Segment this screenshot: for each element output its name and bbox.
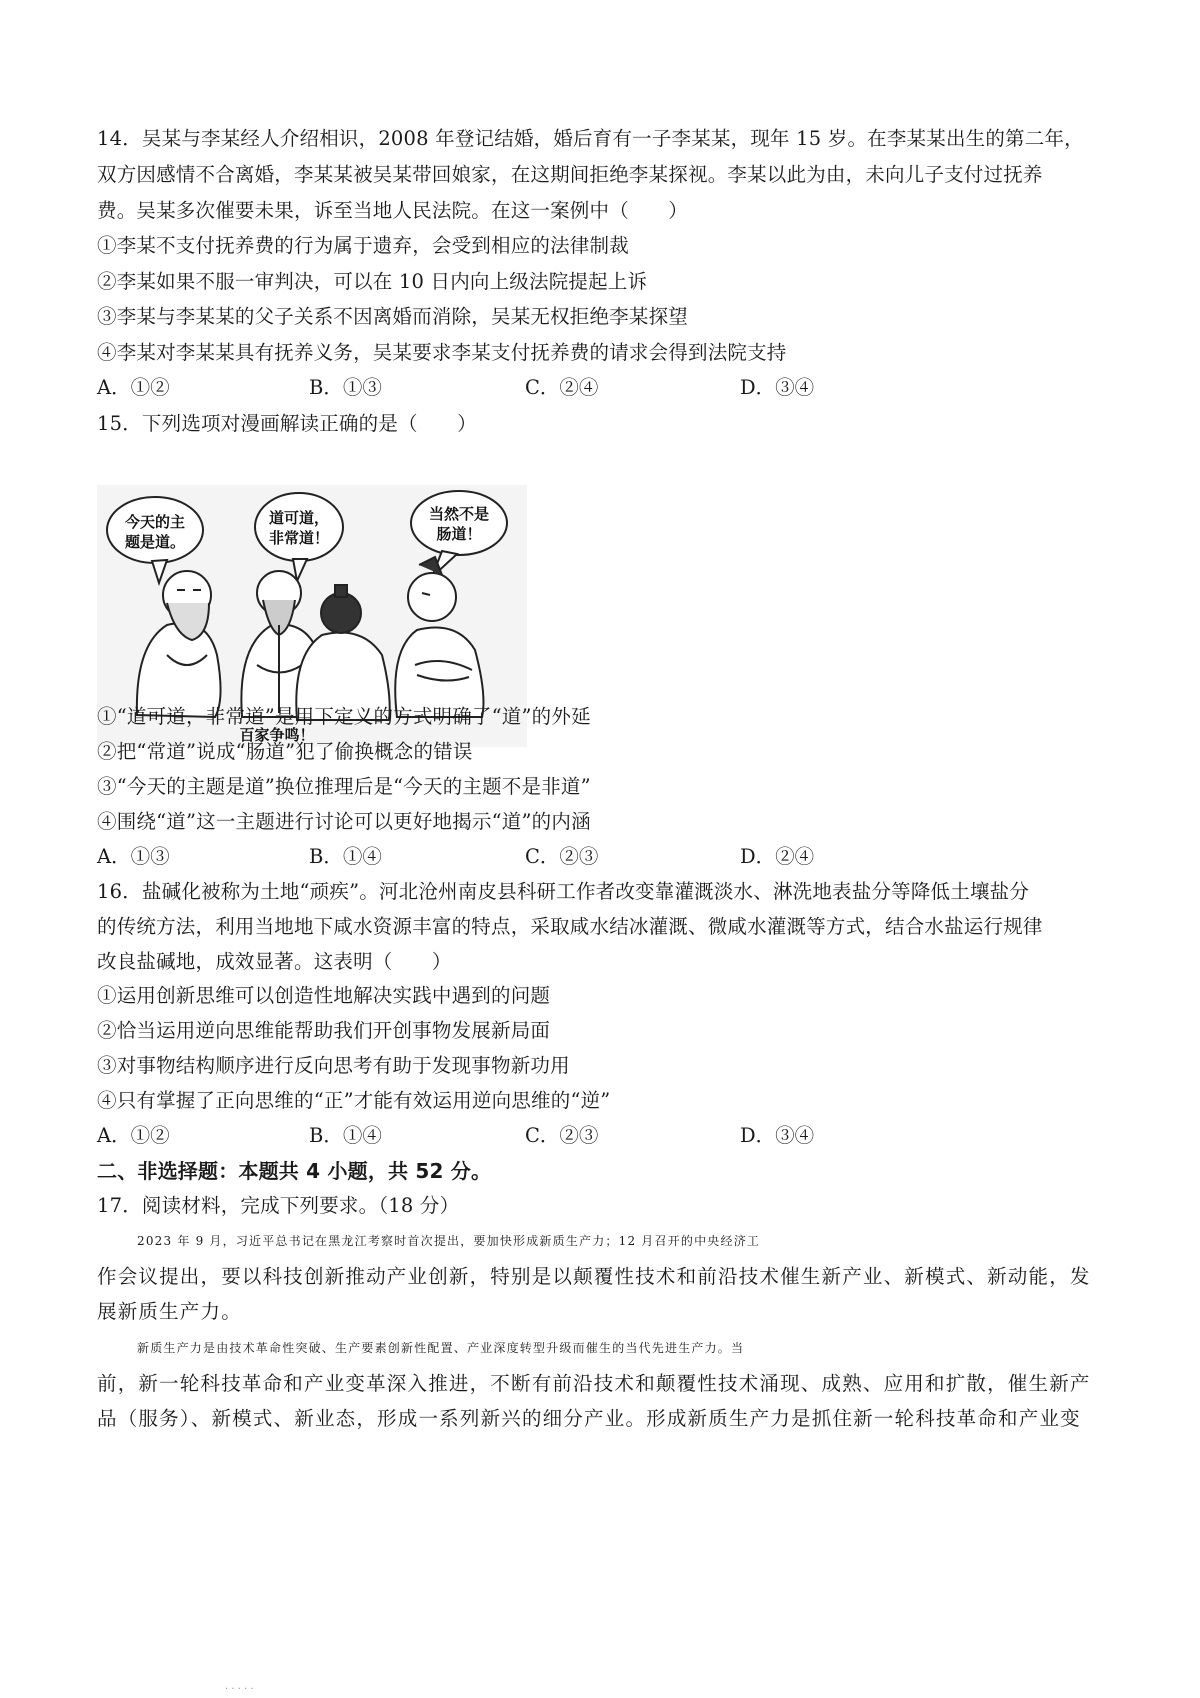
q17-para1-line-2: 作会议提出，要以科技创新推动产业创新，特别是以颠覆性技术和前沿技术催生新产业、新模式、新动能，发 [97, 1265, 1091, 1288]
bubble-1-line-2: 题是道。 [124, 533, 186, 551]
q14-item-4: ④李某对李某某具有抚养义务，吴某要求李某支付抚养费的请求会得到法院支持 [97, 341, 787, 364]
bubble-2-line-1: 道可道， [268, 509, 330, 527]
q15-item-2: ②把“常道”说成“肠道”犯了偷换概念的错误 [97, 740, 473, 763]
page-footer-mark: · · · · · [225, 1684, 254, 1695]
q14-option-a[interactable]: A．①② [97, 376, 170, 399]
q14-stem-line-3: 费。吴某多次催要未果，诉至当地人民法院。在这一案例中（ ） [97, 199, 689, 222]
q16-option-b[interactable]: B．①④ [309, 1124, 382, 1147]
bubble-3-line-1: 当然不是 [428, 505, 490, 523]
q15-option-a[interactable]: A．①③ [97, 845, 170, 868]
q15-stem: 15．下列选项对漫画解读正确的是（ ） [97, 412, 477, 435]
bubble-2-line-2: 非常道！ [268, 529, 330, 547]
q16-item-1: ①运用创新思维可以创造性地解决实践中遇到的问题 [97, 984, 551, 1007]
q14-options [97, 374, 1117, 402]
comic-caption: 百家争鸣！ [239, 726, 315, 744]
q14-stem-line-1: 14．吴某与李某经人介绍相识，2008 年登记结婚，婚后育有一子李某某，现年 15 岁。在李某某出生的第二年， [97, 127, 1084, 150]
q15-option-b[interactable]: B．①④ [309, 845, 382, 868]
q17-para2-line-1: 新质生产力是由技术革命性突破、生产要素创新性配置、产业深度转型升级而催生的当代先进生产力。当 [137, 1341, 745, 1355]
q15-item-3: ③“今天的主题是道”换位推理后是“今天的主题不是非道” [97, 775, 591, 798]
bubble-1-line-1: 今天的主 [124, 513, 186, 531]
q16-option-c[interactable]: C．②③ [525, 1124, 599, 1147]
q16-stem-line-1: 16．盐碱化被称为土地“顽疾”。河北沧州南皮县科研工作者改变靠灌溉淡水、淋洗地表盐分等降低土壤盐分 [97, 880, 1030, 903]
q16-option-a[interactable]: A．①② [97, 1124, 170, 1147]
q14-item-1: ①李某不支付抚养费的行为属于遗弃，会受到相应的法律制裁 [97, 234, 629, 257]
q16-option-d[interactable]: D．③④ [740, 1124, 815, 1147]
q14-option-b[interactable]: B．①③ [309, 376, 382, 399]
q17-para2-line-2: 前，新一轮科技革命和产业变革深入推进，不断有前沿技术和颠覆性技术涌现、成熟、应用和扩散，催生新产 [97, 1372, 1091, 1395]
q16-item-4: ④只有掌握了正向思维的“正”才能有效运用逆向思维的“逆” [97, 1089, 611, 1112]
q17-para2-line-3: 品（服务）、新模式、新业态，形成一系列新兴的细分产业。形成新质生产力是抓住新一轮科技革命和产业变 [97, 1407, 1081, 1430]
q15-option-d[interactable]: D．②④ [740, 845, 815, 868]
q14-item-2: ②李某如果不服一审判决，可以在 10 日内向上级法院提起上诉 [97, 270, 648, 293]
bubble-3-line-2: 肠道！ [436, 525, 482, 543]
q14-option-d[interactable]: D．③④ [740, 376, 815, 399]
q15-item-1: ①“道可道，非常道”是用下定义的方式明确了“道”的外延 [97, 705, 591, 728]
q16-item-3: ③对事物结构顺序进行反向思考有助于发现事物新功用 [97, 1054, 570, 1077]
q15-options [97, 843, 1117, 871]
q16-stem-line-2: 的传统方法，利用当地地下咸水资源丰富的特点，采取咸水结冰灌溉、微咸水灌溉等方式，结合水盐运行规律 [97, 915, 1043, 938]
q16-options [97, 1122, 1117, 1150]
q14-option-c[interactable]: C．②④ [525, 376, 599, 399]
q14-stem-line-2: 双方因感情不合离婚，李某某被吴某带回娘家，在这期间拒绝李某探视。李某以此为由，未向儿子支付过抚养 [97, 163, 1043, 186]
section-2-heading: 二、非选择题：本题共 4 小题，共 52 分。 [97, 1159, 492, 1183]
q17-para1-line-1: 2023 年 9 月，习近平总书记在黑龙江考察时首次提出，要加快形成新质生产力；12 月召开的中央经济工 [137, 1234, 761, 1248]
q15-item-4: ④围绕“道”这一主题进行讨论可以更好地揭示“道”的内涵 [97, 810, 591, 833]
q15-option-c[interactable]: C．②③ [525, 845, 599, 868]
q17-para1-line-3: 展新质生产力。 [97, 1300, 242, 1323]
q14-item-3: ③李某与李某某的父子关系不因离婚而消除，吴某无权拒绝李某探望 [97, 305, 689, 328]
q17-stem: 17．阅读材料，完成下列要求。（18 分） [97, 1194, 460, 1217]
q16-stem-line-3: 改良盐碱地，成效显著。这表明（ ） [97, 950, 452, 973]
q16-item-2: ②恰当运用逆向思维能帮助我们开创事物发展新局面 [97, 1019, 551, 1042]
